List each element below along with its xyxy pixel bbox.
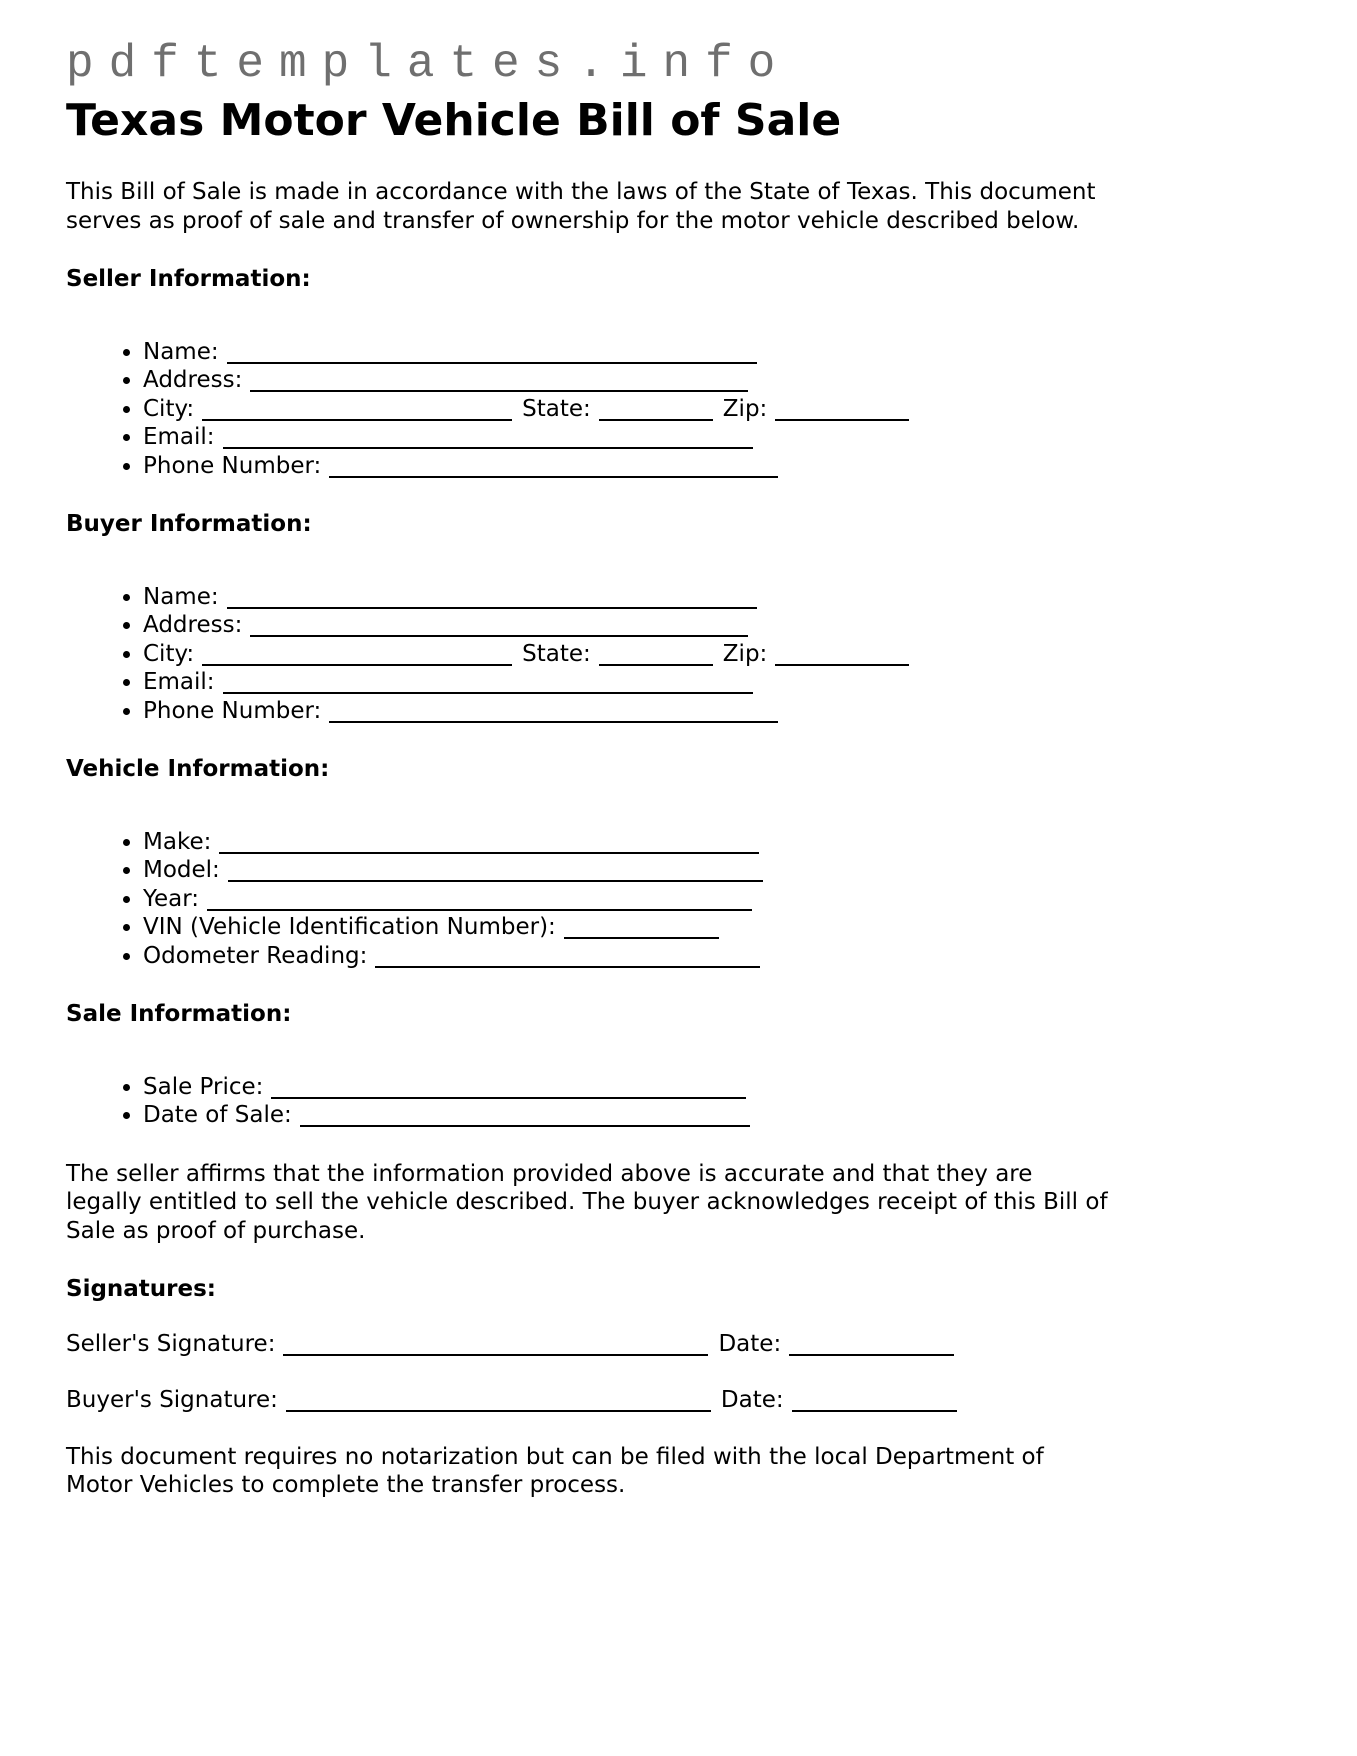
vehicle-year-row <box>143 885 1297 914</box>
seller-name-row <box>143 338 1297 367</box>
vehicle-odometer-label: Odometer Reading: <box>143 942 368 969</box>
affirmation-paragraph <box>66 1160 1297 1246</box>
sale-price-row <box>143 1073 1297 1102</box>
footer-line: This document requires no notarization but can be filed with the local Department of <box>66 1443 1044 1470</box>
vehicle-make-row <box>143 828 1297 857</box>
footer-line: Motor Vehicles to complete the transfer process. <box>66 1472 626 1498</box>
buyer-email-blank <box>223 669 753 694</box>
vehicle-section-heading: Vehicle Information: <box>66 756 330 782</box>
seller-signature-row <box>66 1330 1297 1359</box>
vehicle-odometer-blank <box>375 943 760 968</box>
seller-address-row <box>143 366 1297 395</box>
buyer-name-label: Name: <box>143 583 219 610</box>
buyer-phone-label: Phone Number: <box>143 697 322 724</box>
seller-email-row <box>143 423 1297 452</box>
seller-state-label: State: <box>522 395 591 422</box>
page-title: Texas Motor Vehicle Bill of Sale <box>66 95 842 146</box>
buyer-city-label: City: <box>143 640 195 667</box>
buyer-address-row <box>143 611 1297 640</box>
buyer-signature-blank <box>286 1387 711 1412</box>
buyer-phone-row <box>143 697 1297 726</box>
vehicle-model-blank <box>228 857 763 882</box>
vehicle-odometer-row <box>143 942 1297 971</box>
sale-price-blank <box>271 1074 746 1099</box>
seller-city-label: City: <box>143 395 195 422</box>
vehicle-vin-blank <box>564 914 719 939</box>
sale-date-blank <box>300 1102 750 1127</box>
seller-state-blank <box>599 396 713 421</box>
seller-signature-label: Seller's Signature: <box>66 1330 276 1357</box>
signatures-section-heading: Signatures: <box>66 1276 217 1302</box>
vehicle-vin-row <box>143 913 1297 942</box>
buyer-fields-list <box>66 583 1297 726</box>
seller-address-blank <box>250 367 748 392</box>
buyer-address-blank <box>250 612 748 637</box>
seller-name-label: Name: <box>143 338 219 365</box>
vehicle-make-label: Make: <box>143 828 212 855</box>
sale-date-row <box>143 1101 1297 1130</box>
buyer-email-row <box>143 668 1297 697</box>
affirmation-line: legally entitled to sell the vehicle described. The buyer acknowledges receipt of this Bill of <box>66 1189 1108 1215</box>
buyer-signature-date-blank <box>792 1387 957 1412</box>
affirmation-line: Sale as proof of purchase. <box>66 1217 366 1244</box>
footer-paragraph <box>66 1443 1297 1500</box>
seller-phone-label: Phone Number: <box>143 452 322 479</box>
vehicle-model-row <box>143 856 1297 885</box>
buyer-state-label: State: <box>522 640 591 667</box>
sale-date-label: Date of Sale: <box>143 1102 292 1128</box>
sale-fields-list <box>66 1073 1297 1130</box>
vehicle-model-label: Model: <box>143 857 220 883</box>
seller-signature-blank <box>283 1331 708 1356</box>
seller-section-heading: Seller Information: <box>66 266 311 292</box>
vehicle-make-blank <box>219 829 759 854</box>
seller-fields-list <box>66 338 1297 481</box>
affirmation-line: The seller affirms that the information provided above is accurate and that they are <box>66 1160 1033 1187</box>
buyer-zip-blank <box>775 641 909 666</box>
buyer-email-label: Email: <box>143 669 215 695</box>
vehicle-fields-list <box>66 828 1297 971</box>
seller-phone-blank <box>329 453 778 478</box>
seller-address-label: Address: <box>143 367 243 393</box>
seller-email-blank <box>223 424 753 449</box>
buyer-state-blank <box>599 641 713 666</box>
buyer-signature-row <box>66 1386 1297 1415</box>
buyer-signature-date-label: Date: <box>720 1387 784 1413</box>
buyer-zip-label: Zip: <box>722 640 768 667</box>
vehicle-vin-label: VIN (Vehicle Identification Number): <box>143 914 556 940</box>
vehicle-year-label: Year: <box>143 885 200 912</box>
seller-zip-blank <box>775 396 909 421</box>
buyer-address-label: Address: <box>143 612 243 638</box>
sale-price-label: Sale Price: <box>143 1073 264 1100</box>
buyer-city-blank <box>202 641 512 666</box>
seller-phone-row <box>143 452 1297 481</box>
seller-city-blank <box>202 396 512 421</box>
sale-section-heading: Sale Information: <box>66 1001 292 1027</box>
seller-name-blank <box>227 339 757 364</box>
buyer-name-blank <box>227 584 757 609</box>
seller-signature-date-label: Date: <box>718 1330 782 1357</box>
intro-line: This Bill of Sale is made in accordance with the laws of the State of Texas. This document <box>66 179 1096 205</box>
buyer-phone-blank <box>329 698 778 723</box>
seller-city-state-zip-row <box>143 395 1297 424</box>
seller-email-label: Email: <box>143 424 215 450</box>
buyer-section-heading: Buyer Information: <box>66 511 312 537</box>
buyer-signature-label: Buyer's Signature: <box>66 1387 278 1413</box>
seller-zip-label: Zip: <box>722 395 768 422</box>
seller-signature-date-blank <box>789 1331 954 1356</box>
intro-paragraph <box>66 178 1297 235</box>
vehicle-year-blank <box>207 886 752 911</box>
buyer-city-state-zip-row <box>143 640 1297 669</box>
intro-line: serves as proof of sale and transfer of ownership for the motor vehicle described below. <box>66 207 1080 234</box>
site-watermark: pdftemplates.info <box>66 38 791 90</box>
buyer-name-row <box>143 583 1297 612</box>
